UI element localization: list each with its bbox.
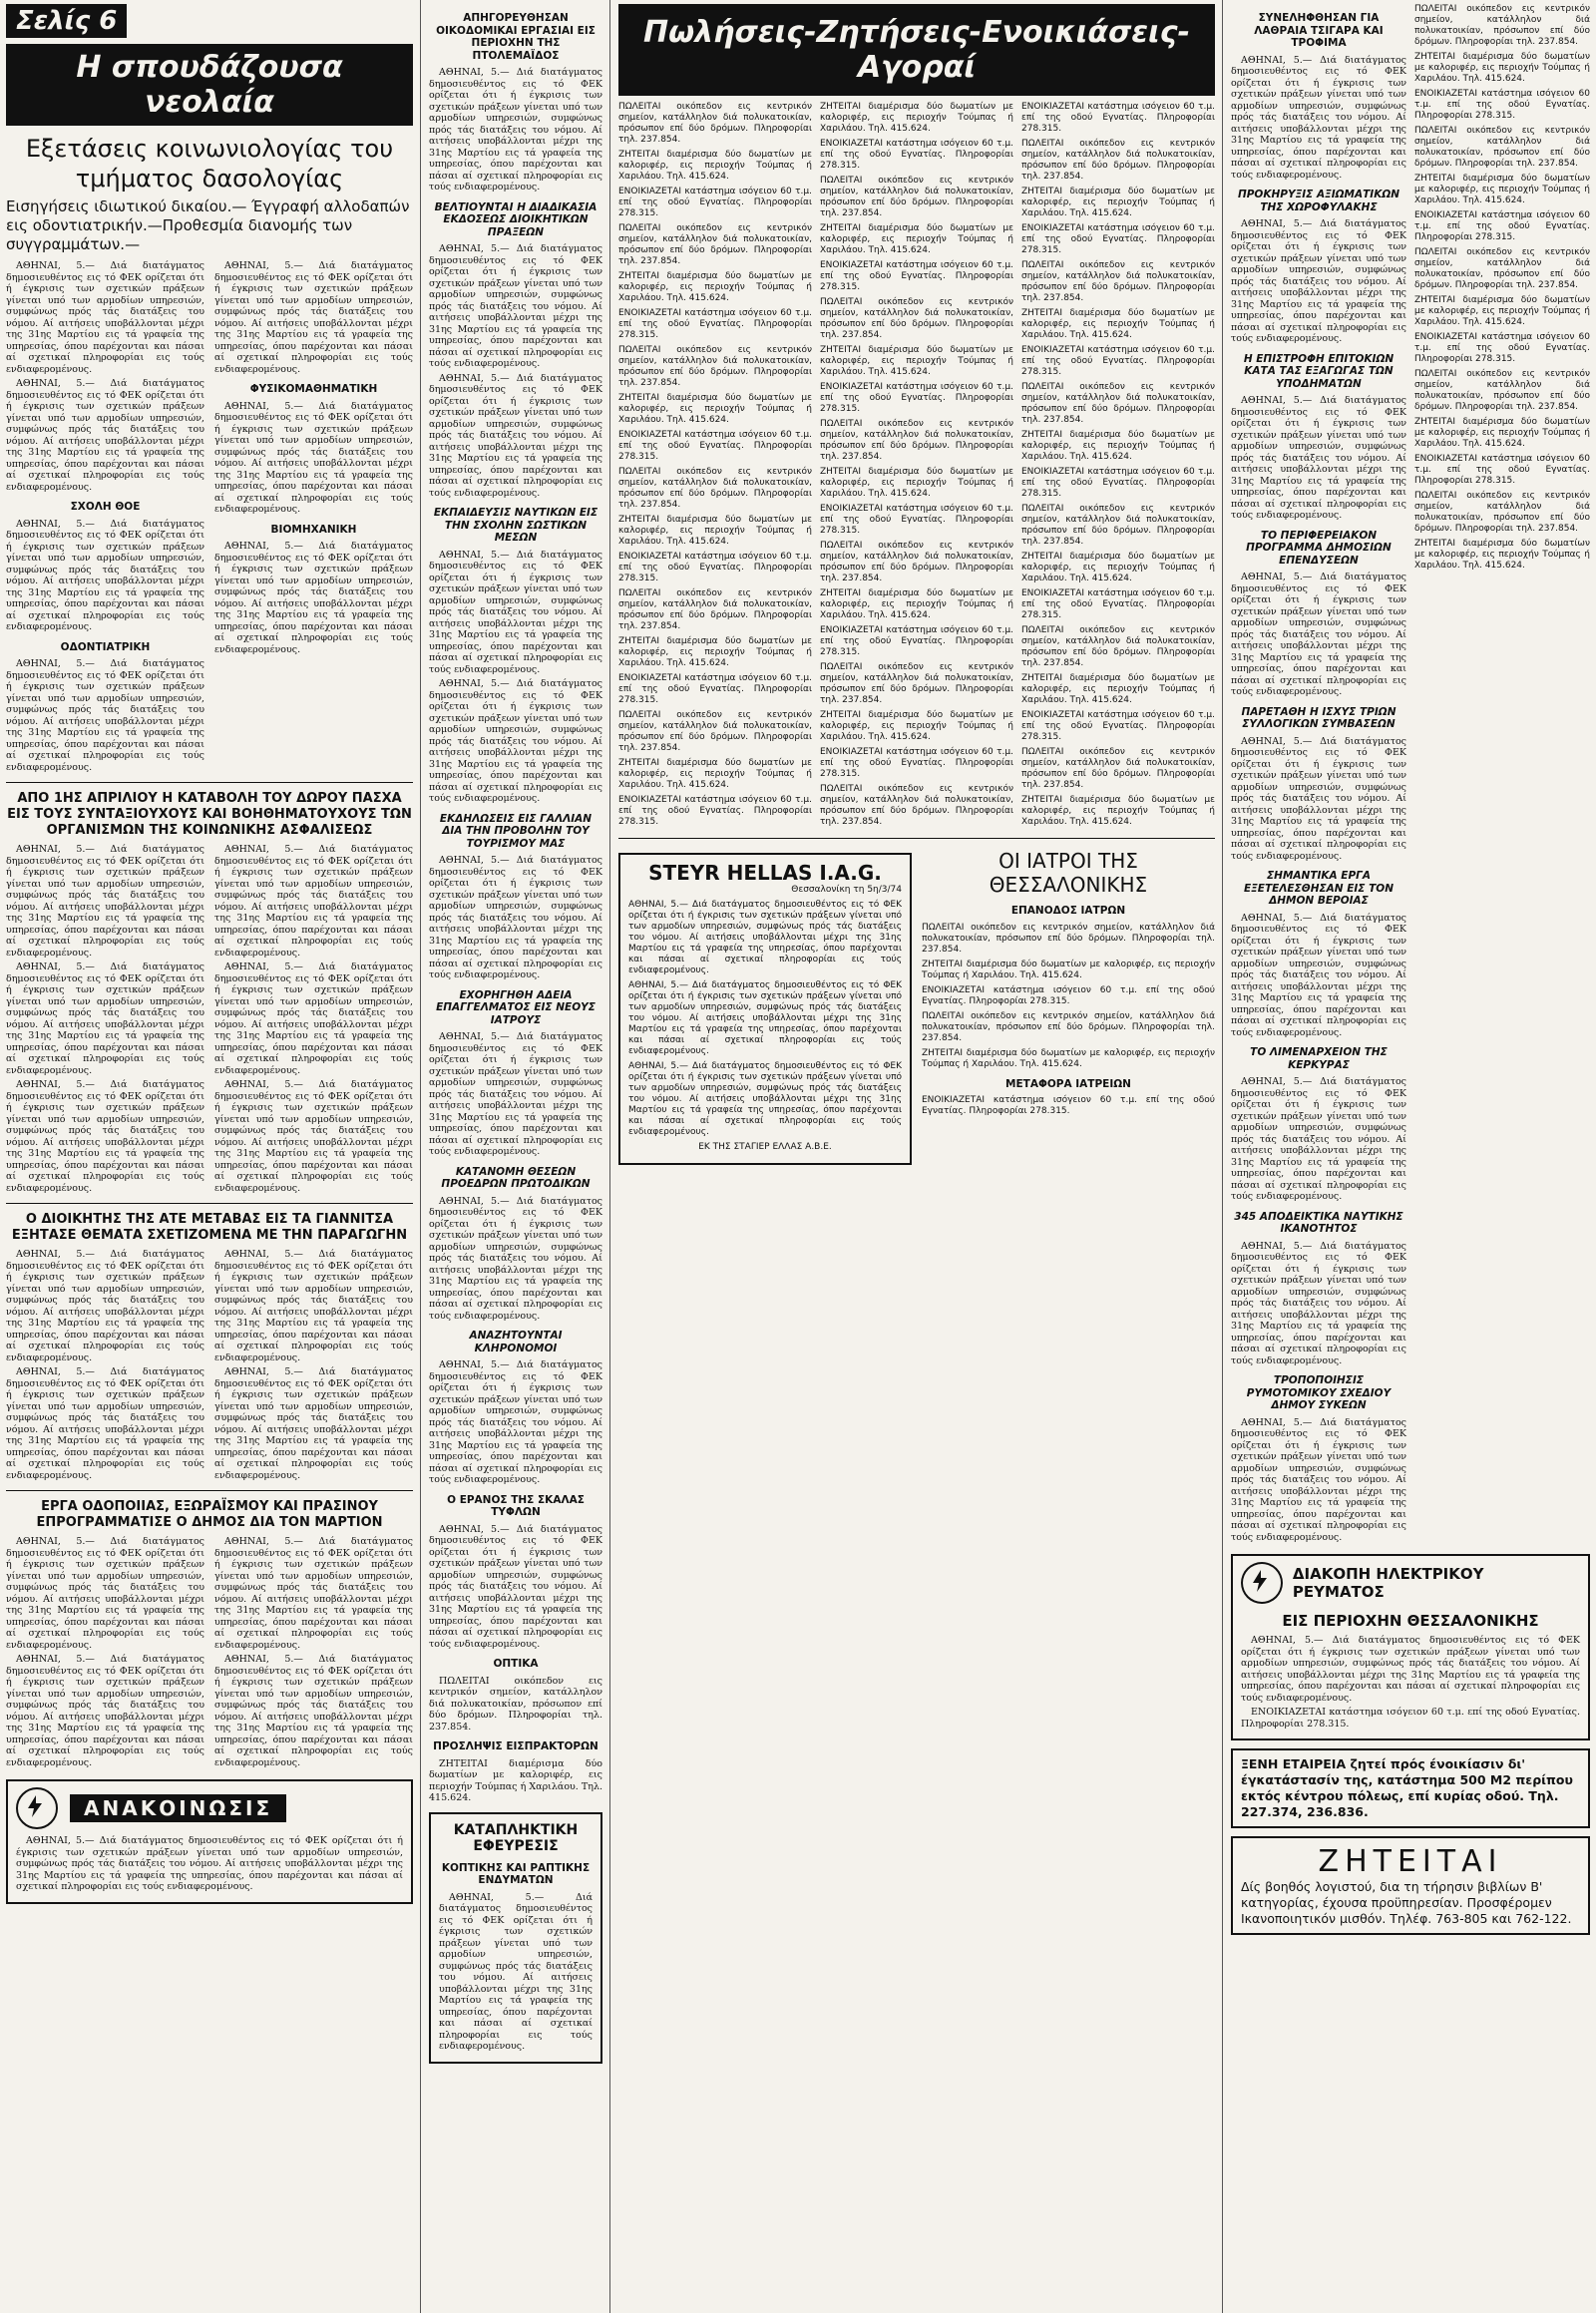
classified-ad: ΖΗΤΕΙΤΑΙ διαμέρισμα δύο δωματίων με καλοριφέρ, εις περιοχήν Τούμπας ή Χαριλάου. Τηλ. 415.624. [820, 345, 1013, 377]
headline: ΒΕΛΤΙΟΥΝΤΑΙ Η ΔΙΑΔΙΚΑΣΙΑ ΕΚΔΟΣΕΩΣ ΔΙΟΙΚΗΤΙΚΩΝ ΠΡΑΞΕΩΝ [434, 200, 598, 238]
doctors-subtitle: ΕΠΑΝΟΔΟΣ ΙΑΤΡΩΝ [1010, 905, 1126, 917]
classified-ad: ΖΗΤΕΙΤΑΙ διαμέρισμα δύο δωματίων με καλοριφέρ, εις περιοχήν Τούμπας ή Χαριλάου. Τηλ. 415.624. [1414, 539, 1590, 571]
right-sub-col-2 [1414, 4, 1590, 1546]
article-text: ΑΘΗΝΑΙ, 5.— Διά διατάγματος δημοσιευθέντος εις τό ΦΕΚ ορίζεται ότι ή έγκρισις των σχετικών πράξεων γίνεται υπό των αρμοδίων υπηρεσιών, συμφώνως πρός τάς διατάξεις του νόμου. Αί αιτήσεις υποβάλλονται μέχρι της 31ης Μαρτίου εις τά γραφεία της υπηρεσίας, όπου παρέχονται και πάσαι αί σχετικαί πληροφορίαι εις τούς ενδιαφερομένους. [16, 1835, 403, 1892]
classified-ad: ΠΩΛΕΙΤΑΙ οικόπεδον εις κεντρικόν σημείον, κατάλληλον διά πολυκατοικίαν, πρόσωπον επί δύο δρόμων. Πληροφορίαι τηλ. 237.854. [618, 467, 812, 510]
headline: ΤΟ ΠΕΡΙΦΕΡΕΙΑΚΟΝ ΠΡΟΓΡΑΜΜΑ ΔΗΜΟΣΙΩΝ ΕΠΕΝΔΥΣΕΩΝ [1246, 529, 1392, 567]
anakoinosis-title: ΑΝΑΚΟΙΝΩΣΙΣ [70, 1794, 286, 1822]
zitite-ad [1231, 1836, 1590, 1935]
classified-ad: ΠΩΛΕΙΤΑΙ οικόπεδον εις κεντρικόν σημείον, κατάλληλον διά πολυκατοικίαν, πρόσωπον επί δύο δρόμων. Πληροφορίαι τηλ. 237.854. [922, 1010, 1215, 1043]
classified-ad: ΠΩΛΕΙΤΑΙ οικόπεδον εις κεντρικόν σημείον, κατάλληλον διά πολυκατοικίαν, πρόσωπον επί δύο δρόμων. Πληροφορίαι τηλ. 237.854. [1021, 260, 1215, 303]
classified-ad: ΕΝΟΙΚΙΑΖΕΤΑΙ κατάστημα ισόγειον 60 τ.μ. επί της οδού Εγνατίας. Πληροφορίαι 278.315. [618, 795, 812, 827]
classified-col-3 [1021, 102, 1215, 832]
article-text: ΑΘΗΝΑΙ, 5.— Διά διατάγματος δημοσιευθέντος εις τό ΦΕΚ ορίζεται ότι ή έγκρισις των σχετικών πράξεων γίνεται υπό των αρμοδίων υπηρεσιών, συμφώνως πρός τάς διατάξεις του νόμου. Αί αιτήσεις υποβάλλονται μέχρι της 31ης Μαρτίου εις τά γραφεία της υπηρεσίας, όπου παρέχονται και πάσαι αί σχετικαί πληροφορίαι εις τούς ενδιαφερομένους. [429, 1031, 602, 1157]
article-text: ΖΗΤΕΙΤΑΙ διαμέρισμα δύο δωματίων με καλοριφέρ, εις περιοχήν Τούμπας ή Χαριλάου. Τηλ. 415.624. [429, 1757, 602, 1803]
classified-ad: ΖΗΤΕΙΤΑΙ διαμέρισμα δύο δωματίων με καλοριφέρ, εις περιοχήν Τούμπας ή Χαριλάου. Τηλ. 415.624. [922, 1047, 1215, 1069]
classified-ad: ΠΩΛΕΙΤΑΙ οικόπεδον εις κεντρικόν σημείον, κατάλληλον διά πολυκατοικίαν, πρόσωπον επί δύο δρόμων. Πληροφορίαι τηλ. 237.854. [618, 223, 812, 266]
classified-ad: ΠΩΛΕΙΤΑΙ οικόπεδον εις κεντρικόν σημείον, κατάλληλον διά πολυκατοικίαν, πρόσωπον επί δύο δρόμων. Πληροφορίαι τηλ. 237.854. [618, 102, 812, 145]
classified-ad: ΖΗΤΕΙΤΑΙ διαμέρισμα δύο δωματίων με καλοριφέρ, εις περιοχήν Τούμπας ή Χαριλάου. Τηλ. 415.624. [820, 588, 1013, 620]
doctors-title: ΟΙ ΙΑΤΡΟΙ ΤΗΣ ΘΕΣΣΑΛΟΝΙΚΗΣ [989, 849, 1148, 897]
classified-ad: ΕΝΟΙΚΙΑΖΕΤΑΙ κατάστημα ισόγειον 60 τ.μ. επί της οδού Εγνατίας. Πληροφορίαι 278.315. [618, 673, 812, 705]
exam-subtitle: Εισηγήσεις ιδιωτικού δικαίου.— Έγγραφή αλλοδαπών εις οδοντιατρικήν.—Προθεσμία διανομής των συγγραμμάτων.— [6, 197, 410, 253]
classified-ad: ΠΩΛΕΙΤΑΙ οικόπεδον εις κεντρικόν σημείον, κατάλληλον διά πολυκατοικίαν, πρόσωπον επί δύο δρόμων. Πληροφορίαι τηλ. 237.854. [820, 662, 1013, 705]
erga-headline: ΕΡΓΑ ΟΔΟΠΟΙΙΑΣ, ΕΞΩΡΑΪΣΜΟΥ ΚΑΙ ΠΡΑΣΙΝΟΥ ΕΠΡΟΓΡΑΜΜΑΤΙΣΕ Ο ΔΗΜΟΣ ΔΙΑ ΤΟΝ ΜΑΡΤΙΟΝ [36, 1499, 383, 1530]
deh-outage-box [1231, 1554, 1590, 1740]
classified-ad: ΠΩΛΕΙΤΑΙ οικόπεδον εις κεντρικόν σημείον, κατάλληλον διά πολυκατοικίαν, πρόσωπον επί δύο δρόμων. Πληροφορίαι τηλ. 237.854. [1021, 747, 1215, 790]
article-text: ΑΘΗΝΑΙ, 5.— Διά διατάγματος δημοσιευθέντος εις τό ΦΕΚ ορίζεται ότι ή έγκρισις των σχετικών πράξεων γίνεται υπό των αρμοδίων υπηρεσιών, συμφώνως πρός τάς διατάξεις του νόμου. Αί αιτήσεις υποβάλλονται μέχρι της 31ης Μαρτίου εις τά γραφεία της υπηρεσίας, όπου παρέχονται και πάσαι αί σχετικαί πληροφορίαι εις τούς ενδιαφερομένους. ΑΘΗΝΑΙ, 5.— Διά διατάγματος δημοσιευθέντος εις τό ΦΕΚ ορίζεται ότι ή έγκρισις των σχετικών πράξεων γίνεται υπό των αρμοδίων υπηρεσιών, συμφώνως πρός τάς διατάξεις του νόμου. Αί αιτήσεις υποβάλλονται μέχρι της 31ης Μαρτίου εις τά γραφεία της υπηρεσίας, όπου παρέχονται και πάσαι αί σχετικαί πληροφορίαι εις τούς ενδιαφερομένους. ΑΘΗΝΑΙ, 5.— Διά διατάγματος δημοσιευθέντος εις τό ΦΕΚ ορίζεται ότι ή έγκρισις των σχετικών πράξεων γίνεται υπό των αρμοδίων υπηρεσιών, συμφώνως πρός τάς διατάξεις του νόμου. Αί αιτήσεις υποβάλλονται μέχρι της 31ης Μαρτίου εις τά γραφεία της υπηρεσίας, όπου παρέχονται και πάσαι αί σχετικαί πληροφορίαι εις τούς ενδιαφερομένους. [214, 844, 413, 1194]
steyr-notice [618, 845, 912, 1173]
headline: ΕΚΔΗΛΩΣΕΙΣ ΕΙΣ ΓΑΛΛΙΑΝ ΔΙΑ ΤΗΝ ΠΡΟΒΟΛΗΝ ΤΟΥ ΤΟΥΡΙΣΜΟΥ ΜΑΣ [439, 812, 593, 850]
classified-ad: ΕΝΟΙΚΙΑΖΕΤΑΙ κατάστημα ισόγειον 60 τ.μ. επί της οδού Εγνατίας. Πληροφορίαι 278.315. [820, 747, 1013, 779]
classified-ad: ΠΩΛΕΙΤΑΙ οικόπεδον εις κεντρικόν σημείον, κατάλληλον διά πολυκατοικίαν, πρόσωπον επί δύο δρόμων. Πληροφορίαι τηλ. 237.854. [820, 784, 1013, 827]
article-text: ΑΘΗΝΑΙ, 5.— Διά διατάγματος δημοσιευθέντος εις τό ΦΕΚ ορίζεται ότι ή έγκρισις των σχετικών πράξεων γίνεται υπό των αρμοδίων υπηρεσιών, συμφώνως πρός τάς διατάξεις του νόμου. Αί αιτήσεις υποβάλλονται μέχρι της 31ης Μαρτίου εις τά γραφεία της υπηρεσίας, όπου παρέχονται και πάσαι αί σχετικαί πληροφορίαι εις τούς ενδιαφερομένους. [429, 855, 602, 980]
classified-ad: ΖΗΤΕΙΤΑΙ διαμέρισμα δύο δωματίων με καλοριφέρ, εις περιοχήν Τούμπας ή Χαριλάου. Τηλ. 415.624. [1414, 52, 1590, 84]
article-text: ΑΘΗΝΑΙ, 5.— Διά διατάγματος δημοσιευθέντος εις τό ΦΕΚ ορίζεται ότι ή έγκρισις των σχετικών πράξεων γίνεται υπό των αρμοδίων υπηρεσιών, συμφώνως πρός τάς διατάξεις του νόμου. Αί αιτήσεις υποβάλλονται μέχρι της 31ης Μαρτίου εις τά γραφεία της υπηρεσίας, όπου παρέχονται και πάσαι αί σχετικαί πληροφορίαι εις τούς ενδιαφερομένους. ΦΥΣΙΚΟΜΑΘΗΜΑΤΙΚΗ ΑΘΗΝΑΙ, 5.— Διά διατάγματος δημοσιευθέντος εις τό ΦΕΚ ορίζεται ότι ή έγκρισις των σχετικών πράξεων γίνεται υπό των αρμοδίων υπηρεσιών, συμφώνως πρός τάς διατάξεις του νόμου. Αί αιτήσεις υποβάλλονται μέχρι της 31ης Μαρτίου εις τά γραφεία της υπηρεσίας, όπου παρέχονται και πάσαι αί σχετικαί πληροφορίαι εις τούς ενδιαφερομένους. ΒΙΟΜΗΧΑΝΙΚΗ ΑΘΗΝΑΙ, 5.— Διά διατάγματος δημοσιευθέντος εις τό ΦΕΚ ορίζεται ότι ή έγκρισις των σχετικών πράξεων γίνεται υπό των αρμοδίων υπηρεσιών, συμφώνως πρός τάς διατάξεις του νόμου. Αί αιτήσεις υποβάλλονται μέχρι της 31ης Μαρτίου εις τά γραφεία της υπηρεσίας, όπου παρέχονται και πάσαι αί σχετικαί πληροφορίαι εις τούς ενδιαφερομένους. [214, 260, 413, 655]
article-text: ΑΘΗΝΑΙ, 5.— Διά διατάγματος δημοσιευθέντος εις τό ΦΕΚ ορίζεται ότι ή έγκρισις των σχετικών πράξεων γίνεται υπό των αρμοδίων υπηρεσιών, συμφώνως πρός τάς διατάξεις του νόμου. Αί αιτήσεις υποβάλλονται μέχρι της 31ης Μαρτίου εις τά γραφεία της υπηρεσίας, όπου παρέχονται και πάσαι αί σχετικαί πληροφορίαι εις τούς ενδιαφερομένους. [1231, 735, 1406, 862]
article-text: ΑΘΗΝΑΙ, 5.— Διά διατάγματος δημοσιευθέντος εις τό ΦΕΚ ορίζεται ότι ή έγκρισις των σχετικών πράξεων γίνεται υπό των αρμοδίων υπηρεσιών, συμφώνως πρός τάς διατάξεις του νόμου. Αί αιτήσεις υποβάλλονται μέχρι της 31ης Μαρτίου εις τά γραφεία της υπηρεσίας, όπου παρέχονται και πάσαι αί σχετικαί πληροφορίαι εις τούς ενδιαφερομένους. [1231, 572, 1406, 697]
article-text: ΑΘΗΝΑΙ, 5.— Διά διατάγματος δημοσιευθέντος εις τό ΦΕΚ ορίζεται ότι ή έγκρισις των σχετικών πράξεων γίνεται υπό των αρμοδίων υπηρεσιών, συμφώνως πρός τάς διατάξεις του νόμου. Αί αιτήσεις υποβάλλονται μέχρι της 31ης Μαρτίου εις τά γραφεία της υπηρεσίας, όπου παρέχονται και πάσαι αί σχετικαί πληροφορίαι εις τούς ενδιαφερομένους. ΑΘΗΝΑΙ, 5.— Διά διατάγματος δημοσιευθέντος εις τό ΦΕΚ ορίζεται ότι ή έγκρισις των σχετικών πράξεων γίνεται υπό των αρμοδίων υπηρεσιών, συμφώνως πρός τάς διατάξεις του νόμου. Αί αιτήσεις υποβάλλονται μέχρι της 31ης Μαρτίου εις τά γραφεία της υπηρεσίας, όπου παρέχονται και πάσαι αί σχετικαί πληροφορίαι εις τούς ενδιαφερομένους. [429, 549, 602, 804]
classified-ad: ΕΝΟΙΚΙΑΖΕΤΑΙ κατάστημα ισόγειον 60 τ.μ. επί της οδού Εγνατίας. Πληροφορίαι 278.315. [618, 308, 812, 340]
classified-ad: ΠΩΛΕΙΤΑΙ οικόπεδον εις κεντρικόν σημείον, κατάλληλον διά πολυκατοικίαν, πρόσωπον επί δύο δρόμων. Πληροφορίαι τηλ. 237.854. [1414, 491, 1590, 534]
classified-col-1 [618, 102, 812, 832]
classified-ad: ΕΝΟΙΚΙΑΖΕΤΑΙ κατάστημα ισόγειον 60 τ.μ. επί της οδού Εγνατίας. Πληροφορίαι 278.315. [820, 139, 1013, 171]
classified-ad: ΖΗΤΕΙΤΑΙ διαμέρισμα δύο δωματίων με καλοριφέρ, εις περιοχήν Τούμπας ή Χαριλάου. Τηλ. 415.624. [820, 467, 1013, 499]
invention-subtitle: ΚΟΠΤΙΚΗΣ ΚΑΙ ΡΑΠΤΙΚΗΣ ΕΝΔΥΜΑΤΩΝ [441, 1861, 591, 1886]
headline: ΠΑΡΕΤΑΘΗ Η ΙΣΧΥΣ ΤΡΙΩΝ ΣΥΛΛΟΓΙΚΩΝ ΣΥΜΒΑΣΕΩΝ [1241, 705, 1396, 730]
headline: ΣΗΜΑΝΤΙΚΑ ΕΡΓΑ ΕΞΕΤΕΛΕΣΘΗΣΑΝ ΕΙΣ ΤΟΝ ΔΗΜΟΝ ΒΕΡΟΙΑΣ [1243, 870, 1395, 907]
article-text: ΑΘΗΝΑΙ, 5.— Διά διατάγματος δημοσιευθέντος εις τό ΦΕΚ ορίζεται ότι ή έγκρισις των σχετικών πράξεων γίνεται υπό των αρμοδίων υπηρεσιών, συμφώνως πρός τάς διατάξεις του νόμου. Αί αιτήσεις υποβάλλονται μέχρι της 31ης Μαρτίου εις τά γραφεία της υπηρεσίας, όπου παρέχονται και πάσαι αί σχετικαί πληροφορίαι εις τούς ενδιαφερομένους. ΑΘΗΝΑΙ, 5.— Διά διατάγματος δημοσιευθέντος εις τό ΦΕΚ ορίζεται ότι ή έγκρισις των σχετικών πράξεων γίνεται υπό των αρμοδίων υπηρεσιών, συμφώνως πρός τάς διατάξεις του νόμου. Αί αιτήσεις υποβάλλονται μέχρι της 31ης Μαρτίου εις τά γραφεία της υπηρεσίας, όπου παρέχονται και πάσαι αί σχετικαί πληροφορίαι εις τούς ενδιαφερομένους. [214, 1536, 413, 1768]
article-columns-2 [6, 844, 413, 1197]
article-text: ΑΘΗΝΑΙ, 5.— Διά διατάγματος δημοσιευθέντος εις τό ΦΕΚ ορίζεται ότι ή έγκρισις των σχετικών πράξεων γίνεται υπό των αρμοδίων υπηρεσιών, συμφώνως πρός τάς διατάξεις του νόμου. Αί αιτήσεις υποβάλλονται μέχρι της 31ης Μαρτίου εις τά γραφεία της υπηρεσίας, όπου παρέχονται και πάσαι αί σχετικαί πληροφορίαι εις τούς ενδιαφερομένους. [439, 1891, 593, 2052]
article-text: ΑΘΗΝΑΙ, 5.— Διά διατάγματος δημοσιευθέντος εις τό ΦΕΚ ορίζεται ότι ή έγκρισις των σχετικών πράξεων γίνεται υπό των αρμοδίων υπηρεσιών, συμφώνως πρός τάς διατάξεις του νόμου. Αί αιτήσεις υποβάλλονται μέχρι της 31ης Μαρτίου εις τά γραφεία της υπηρεσίας, όπου παρέχονται και πάσαι αί σχετικαί πληροφορίαι εις τούς ενδιαφερομένους. [1231, 54, 1406, 181]
article-text: ΑΘΗΝΑΙ, 5.— Διά διατάγματος δημοσιευθέντος εις τό ΦΕΚ ορίζεται ότι ή έγκρισις των σχετικών πράξεων γίνεται υπό των αρμοδίων υπηρεσιών, συμφώνως πρός τάς διατάξεις του νόμου. Αί αιτήσεις υποβάλλονται μέχρι της 31ης Μαρτίου εις τά γραφεία της υπηρεσίας, όπου παρέχονται και πάσαι αί σχετικαί πληροφορίαι εις τούς ενδιαφερομένους. ΑΘΗΝΑΙ, 5.— Διά διατάγματος δημοσιευθέντος εις τό ΦΕΚ ορίζεται ότι ή έγκρισις των σχετικών πράξεων γίνεται υπό των αρμοδίων υπηρεσιών, συμφώνως πρός τάς διατάξεις του νόμου. Αί αιτήσεις υποβάλλονται μέχρι της 31ης Μαρτίου εις τά γραφεία της υπηρεσίας, όπου παρέχονται και πάσαι αί σχετικαί πληροφορίαι εις τούς ενδιαφερομένους. [214, 1249, 413, 1481]
classified-ad: ΖΗΤΕΙΤΑΙ διαμέρισμα δύο δωματίων με καλοριφέρ, εις περιοχήν Τούμπας ή Χαριλάου. Τηλ. 415.624. [618, 515, 812, 547]
classified-ad: ΖΗΤΕΙΤΑΙ διαμέρισμα δύο δωματίων με καλοριφέρ, εις περιοχήν Τούμπας ή Χαριλάου. Τηλ. 415.624. [1414, 174, 1590, 205]
deh-logo-icon [1241, 1562, 1283, 1604]
article-columns-1 [6, 260, 413, 776]
classified-ad: ΠΩΛΕΙΤΑΙ οικόπεδον εις κεντρικόν σημείον, κατάλληλον διά πολυκατοικίαν, πρόσωπον επί δύο δρόμων. Πληροφορίαι τηλ. 237.854. [1021, 504, 1215, 547]
classified-ad: ΠΩΛΕΙΤΑΙ οικόπεδον εις κεντρικόν σημείον, κατάλληλον διά πολυκατοικίαν, πρόσωπον επί δύο δρόμων. Πληροφορίαι τηλ. 237.854. [1414, 4, 1590, 47]
article-text: ΑΘΗΝΑΙ, 5.— Διά διατάγματος δημοσιευθέντος εις τό ΦΕΚ ορίζεται ότι ή έγκρισις των σχετικών πράξεων γίνεται υπό των αρμοδίων υπηρεσιών, συμφώνως πρός τάς διατάξεις του νόμου. Αί αιτήσεις υποβάλλονται μέχρι της 31ης Μαρτίου εις τά γραφεία της υπηρεσίας, όπου παρέχονται και πάσαι αί σχετικαί πληροφορίαι εις τούς ενδιαφερομένους. [429, 1359, 602, 1485]
steyr-box [618, 853, 912, 1165]
classified-ad: ΕΝΟΙΚΙΑΖΕΤΑΙ κατάστημα ισόγειον 60 τ.μ. επί της οδού Εγνατίας. Πληροφορίαι 278.315. [618, 187, 812, 218]
classified-ad: ΖΗΤΕΙΤΑΙ διαμέρισμα δύο δωματίων με καλοριφέρ, εις περιοχήν Τούμπας ή Χαριλάου. Τηλ. 415.624. [820, 102, 1013, 134]
classified-ad: ΠΩΛΕΙΤΑΙ οικόπεδον εις κεντρικόν σημείον, κατάλληλον διά πολυκατοικίαν, πρόσωπον επί δύο δρόμων. Πληροφορίαι τηλ. 237.854. [820, 297, 1013, 340]
classified-ad: ΖΗΤΕΙΤΑΙ διαμέρισμα δύο δωματίων με καλοριφέρ, εις περιοχήν Τούμπας ή Χαριλάου. Τηλ. 415.624. [1021, 430, 1215, 462]
classified-ad: ΖΗΤΕΙΤΑΙ διαμέρισμα δύο δωματίων με καλοριφέρ, εις περιοχήν Τούμπας ή Χαριλάου. Τηλ. 415.624. [820, 710, 1013, 742]
classified-ad: ΠΩΛΕΙΤΑΙ οικόπεδον εις κεντρικόν σημείον, κατάλληλον διά πολυκατοικίαν, πρόσωπον επί δύο δρόμων. Πληροφορίαι τηλ. 237.854. [1414, 247, 1590, 290]
classified-ad: ΖΗΤΕΙΤΑΙ διαμέρισμα δύο δωματίων με καλοριφέρ, εις περιοχήν Τούμπας ή Χαριλάου. Τηλ. 415.624. [1414, 295, 1590, 327]
classified-ad: ΠΩΛΕΙΤΑΙ οικόπεδον εις κεντρικόν σημείον, κατάλληλον διά πολυκατοικίαν, πρόσωπον επί δύο δρόμων. Πληροφορίαι τηλ. 237.854. [922, 922, 1215, 955]
headline: ΑΠΗΓΟΡΕΥΘΗΣΑΝ ΟΙΚΟΔΟΜΙΚΑΙ ΕΡΓΑΣΙΑΙ ΕΙΣ ΠΕΡΙΟΧΗΝ ΤΗΣ ΠΤΟΛΕΜΑΪΔΟΣ [436, 12, 596, 62]
left-column [0, 0, 419, 2313]
deh-title: ΔΙΑΚΟΠΗ ΗΛΕΚΤΡΙΚΟΥ ΡΕΥΜΑΤΟΣ [1292, 1565, 1484, 1601]
classified-ad: ΖΗΤΕΙΤΑΙ διαμέρισμα δύο δωματίων με καλοριφέρ, εις περιοχήν Τούμπας ή Χαριλάου. Τηλ. 415.624. [1021, 187, 1215, 218]
metafora-heading: ΜΕΤΑΦΟΡΑ ΙΑΤΡΕΙΩΝ [1005, 1077, 1131, 1090]
classified-ad: ΕΝΟΙΚΙΑΖΕΤΑΙ κατάστημα ισόγειον 60 τ.μ. επί της οδού Εγνατίας. Πληροφορίαι 278.315. [1414, 89, 1590, 121]
classified-ad: ΖΗΤΕΙΤΑΙ διαμέρισμα δύο δωματίων με καλοριφέρ, εις περιοχήν Τούμπας ή Χαριλάου. Τηλ. 415.624. [1021, 552, 1215, 583]
right-sub-col-1 [1231, 4, 1406, 1546]
headline: Η ΕΠΙΣΤΡΟΦΗ ΕΠΙΤΟΚΙΩΝ ΚΑΤΑ ΤΑΣ ΕΞΑΓΩΓΑΣ ΤΩΝ ΥΠΟΔΗΜΑΤΩΝ [1243, 352, 1395, 390]
classified-ad: ΖΗΤΕΙΤΑΙ διαμέρισμα δύο δωματίων με καλοριφέρ, εις περιοχήν Τούμπας ή Χαριλάου. Τηλ. 415.624. [618, 271, 812, 303]
anakoinosis-box [6, 1779, 413, 1904]
column-rule [420, 0, 421, 2313]
page-label: Σελίς 6 [6, 4, 127, 38]
steyr-place: Θεσσαλονίκη τη 5η/3/74 [791, 885, 902, 895]
classified-col-2 [820, 102, 1013, 832]
ate-headline: Ο ΔΙΟΙΚΗΤΗΣ ΤΗΣ ΑΤΕ ΜΕΤΑΒΑΣ ΕΙΣ ΤΑ ΓΙΑΝΝΙΤΣΑ ΕΞΗΤΑΣΕ ΘΕΜΑΤΑ ΣΧΕΤΙΖΟΜΕΝΑ ΜΕ ΤΗΝ ΠΑΡΑΓΩΓΗΝ [11, 1212, 408, 1243]
classified-ad: ΑΘΗΝΑΙ, 5.— Διά διατάγματος δημοσιευθέντος εις τό ΦΕΚ ορίζεται ότι ή έγκρισις των σχετικών πράξεων γίνεται υπό των αρμοδίων υπηρεσιών, συμφώνως πρός τάς διατάξεις του νόμου. Αί αιτήσεις υποβάλλονται μέχρι της 31ης Μαρτίου εις τά γραφεία της υπηρεσίας, όπου παρέχονται και πάσαι αί σχετικαί πληροφορίαι εις τούς ενδιαφερομένους. [628, 900, 902, 975]
zitite-title: ΖΗΤΕΙΤΑΙ [1318, 1844, 1503, 1879]
classified-ad: ΠΩΛΕΙΤΑΙ οικόπεδον εις κεντρικόν σημείον, κατάλληλον διά πολυκατοικίαν, πρόσωπον επί δύο δρόμων. Πληροφορίαι τηλ. 237.854. [618, 710, 812, 753]
classified-ad: ΠΩΛΕΙΤΑΙ οικόπεδον εις κεντρικόν σημείον, κατάλληλον διά πολυκατοικίαν, πρόσωπον επί δύο δρόμων. Πληροφορίαι τηλ. 237.854. [820, 541, 1013, 583]
article-text: ΑΘΗΝΑΙ, 5.— Διά διατάγματος δημοσιευθέντος εις τό ΦΕΚ ορίζεται ότι ή έγκρισις των σχετικών πράξεων γίνεται υπό των αρμοδίων υπηρεσιών, συμφώνως πρός τάς διατάξεις του νόμου. Αί αιτήσεις υποβάλλονται μέχρι της 31ης Μαρτίου εις τά γραφεία της υπηρεσίας, όπου παρέχονται και πάσαι αί σχετικαί πληροφορίαι εις τούς ενδιαφερομένους. ΑΘΗΝΑΙ, 5.— Διά διατάγματος δημοσιευθέντος εις τό ΦΕΚ ορίζεται ότι ή έγκρισις των σχετικών πράξεων γίνεται υπό των αρμοδίων υπηρεσιών, συμφώνως πρός τάς διατάξεις του νόμου. Αί αιτήσεις υποβάλλονται μέχρι της 31ης Μαρτίου εις τά γραφεία της υπηρεσίας, όπου παρέχονται και πάσαι αί σχετικαί πληροφορίαι εις τούς ενδιαφερομένους. ΣΧΟΛΗ ΘΟΕ ΑΘΗΝΑΙ, 5.— Διά διατάγματος δημοσιευθέντος εις τό ΦΕΚ ορίζεται ότι ή έγκρισις των σχετικών πράξεων γίνεται υπό των αρμοδίων υπηρεσιών, συμφώνως πρός τάς διατάξεις του νόμου. Αί αιτήσεις υποβάλλονται μέχρι της 31ης Μαρτίου εις τά γραφεία της υπηρεσίας, όπου παρέχονται και πάσαι αί σχετικαί πληροφορίαι εις τούς ενδιαφερομένους. ΟΔΟΝΤΙΑΤΡΙΚΗ ΑΘΗΝΑΙ, 5.— Διά διατάγματος δημοσιευθέντος εις τό ΦΕΚ ορίζεται ότι ή έγκρισις των σχετικών πράξεων γίνεται υπό των αρμοδίων υπηρεσιών, συμφώνως πρός τάς διατάξεις του νόμου. Αί αιτήσεις υποβάλλονται μέχρι της 31ης Μαρτίου εις τά γραφεία της υπηρεσίας, όπου παρέχονται και πάσαι αί σχετικαί πληροφορίαι εις τούς ενδιαφερομένους. [6, 260, 204, 773]
classified-ad: ΕΝΟΙΚΙΑΖΕΤΑΙ κατάστημα ισόγειον 60 τ.μ. επί της οδού Εγνατίας. Πληροφορίαι 278.315. [618, 430, 812, 462]
classified-ad: ΠΩΛΕΙΤΑΙ οικόπεδον εις κεντρικόν σημείον, κατάλληλον διά πολυκατοικίαν, πρόσωπον επί δύο δρόμων. Πληροφορίαι τηλ. 237.854. [820, 176, 1013, 218]
classified-ad: ΠΩΛΕΙΤΑΙ οικόπεδον εις κεντρικόν σημείον, κατάλληλον διά πολυκατοικίαν, πρόσωπον επί δύο δρόμων. Πληροφορίαι τηλ. 237.854. [618, 345, 812, 388]
classified-ad: ΕΝΟΙΚΙΑΖΕΤΑΙ κατάστημα ισόγειον 60 τ.μ. επί της οδού Εγνατίας. Πληροφορίαι 278.315. [922, 984, 1215, 1006]
headline: ΑΝΑΖΗΤΟΥΝΤΑΙ ΚΛΗΡΟΝΟΜΟΙ [469, 1330, 563, 1354]
article-text: ΑΘΗΝΑΙ, 5.— Διά διατάγματος δημοσιευθέντος εις τό ΦΕΚ ορίζεται ότι ή έγκρισις των σχετικών πράξεων γίνεται υπό των αρμοδίων υπηρεσιών, συμφώνως πρός τάς διατάξεις του νόμου. Αί αιτήσεις υποβάλλονται μέχρι της 31ης Μαρτίου εις τά γραφεία της υπηρεσίας, όπου παρέχονται και πάσαι αί σχετικαί πληροφορίαι εις τούς ενδιαφερομένους. ΑΘΗΝΑΙ, 5.— Διά διατάγματος δημοσιευθέντος εις τό ΦΕΚ ορίζεται ότι ή έγκρισις των σχετικών πράξεων γίνεται υπό των αρμοδίων υπηρεσιών, συμφώνως πρός τάς διατάξεις του νόμου. Αί αιτήσεις υποβάλλονται μέχρι της 31ης Μαρτίου εις τά γραφεία της υπηρεσίας, όπου παρέχονται και πάσαι αί σχετικαί πληροφορίαι εις τούς ενδιαφερομένους. [6, 1249, 204, 1481]
classified-ad: ΕΝΟΙΚΙΑΖΕΤΑΙ κατάστημα ισόγειον 60 τ.μ. επί της οδού Εγνατίας. Πληροφορίαι 278.315. [1021, 102, 1215, 134]
classifieds-columns [618, 102, 1215, 832]
headline: ΚΑΤΑΝΟΜΗ ΘΕΣΕΩΝ ΠΡΟΕΔΡΩΝ ΠΡΩΤΟΔΙΚΩΝ [441, 1165, 591, 1190]
deh-logo-icon [16, 1787, 58, 1829]
classified-ad: ΠΩΛΕΙΤΑΙ οικόπεδον εις κεντρικόν σημείον, κατάλληλον διά πολυκατοικίαν, πρόσωπον επί δύο δρόμων. Πληροφορίαι τηλ. 237.854. [820, 419, 1013, 462]
zitite-text: Δίς βοηθός λογιστού, δια τη τήρησιν βιβλίων Β' κατηγορίας, έχουσα προϋπηρεσίαν. Προσφέρομεν Ικανοποιητικόν μισθόν. Τηλέφ. 763-805 και 762-122. [1241, 1879, 1572, 1926]
classified-ad: ΕΝΟΙΚΙΑΖΕΤΑΙ κατάστημα ισόγειον 60 τ.μ. επί της οδού Εγνατίας. Πληροφορίαι 278.315. [820, 260, 1013, 292]
classified-ad: ΕΝΟΙΚΙΑΖΕΤΑΙ κατάστημα ισόγειον 60 τ.μ. επί της οδού Εγνατίας. Πληροφορίαι 278.315. [1414, 454, 1590, 486]
classified-ad: ΖΗΤΕΙΤΑΙ διαμέρισμα δύο δωματίων με καλοριφέρ, εις περιοχήν Τούμπας ή Χαριλάου. Τηλ. 415.624. [618, 150, 812, 182]
classified-ad: ΕΝΟΙΚΙΑΖΕΤΑΙ κατάστημα ισόγειον 60 τ.μ. επί της οδού Εγνατίας. Πληροφορίαι 278.315. [820, 504, 1013, 536]
headline: 345 ΑΠΟΔΕΙΚΤΙΚΑ ΝΑΥΤΙΚΗΣ ΙΚΑΝΟΤΗΤΟΣ [1234, 1210, 1403, 1235]
classified-ad: ΠΩΛΕΙΤΑΙ οικόπεδον εις κεντρικόν σημείον, κατάλληλον διά πολυκατοικίαν, πρόσωπον επί δύο δρόμων. Πληροφορίαι τηλ. 237.854. [1021, 382, 1215, 425]
classified-ad: ΠΩΛΕΙΤΑΙ οικόπεδον εις κεντρικόν σημείον, κατάλληλον διά πολυκατοικίαν, πρόσωπον επί δύο δρόμων. Πληροφορίαι τηλ. 237.854. [1021, 139, 1215, 182]
classified-ad: ΕΝΟΙΚΙΑΖΕΤΑΙ κατάστημα ισόγειον 60 τ.μ. επί της οδού Εγνατίας. Πληροφορίαι 278.315. [618, 552, 812, 583]
article-columns-4 [6, 1536, 413, 1771]
classified-ad: ΕΝΟΙΚΙΑΖΕΤΑΙ κατάστημα ισόγειον 60 τ.μ. επί της οδού Εγνατίας. Πληροφορίαι 278.315. [1021, 345, 1215, 377]
article-text: ΑΘΗΝΑΙ, 5.— Διά διατάγματος δημοσιευθέντος εις τό ΦΕΚ ορίζεται ότι ή έγκρισις των σχετικών πράξεων γίνεται υπό των αρμοδίων υπηρεσιών, συμφώνως πρός τάς διατάξεις του νόμου. Αί αιτήσεις υποβάλλονται μέχρι της 31ης Μαρτίου εις τά γραφεία της υπηρεσίας, όπου παρέχονται και πάσαι αί σχετικαί πληροφορίαι εις τούς ενδιαφερομένους. ΑΘΗΝΑΙ, 5.— Διά διατάγματος δημοσιευθέντος εις τό ΦΕΚ ορίζεται ότι ή έγκρισις των σχετικών πράξεων γίνεται υπό των αρμοδίων υπηρεσιών, συμφώνως πρός τάς διατάξεις του νόμου. Αί αιτήσεις υποβάλλονται μέχρι της 31ης Μαρτίου εις τά γραφεία της υπηρεσίας, όπου παρέχονται και πάσαι αί σχετικαί πληροφορίαι εις τούς ενδιαφερομένους. ΑΘΗΝΑΙ, 5.— Διά διατάγματος δημοσιευθέντος εις τό ΦΕΚ ορίζεται ότι ή έγκρισις των σχετικών πράξεων γίνεται υπό των αρμοδίων υπηρεσιών, συμφώνως πρός τάς διατάξεις του νόμου. Αί αιτήσεις υποβάλλονται μέχρι της 31ης Μαρτίου εις τά γραφεία της υπηρεσίας, όπου παρέχονται και πάσαι αί σχετικαί πληροφορίαι εις τούς ενδιαφερομένους. [6, 844, 204, 1194]
headline: ΟΠΤΙΚΑ [493, 1658, 539, 1670]
exam-title: Εξετάσεις κοινωνιολογίας του τμήματος δασολογίας [25, 135, 394, 193]
headline: ΠΡΟΚΗΡΥΞΙΣ ΑΞΙΩΜΑΤΙΚΩΝ ΤΗΣ ΧΩΡΟΦΥΛΑΚΗΣ [1237, 189, 1400, 213]
classified-ad: ΠΩΛΕΙΤΑΙ οικόπεδον εις κεντρικόν σημείον, κατάλληλον διά πολυκατοικίαν, πρόσωπον επί δύο δρόμων. Πληροφορίαι τηλ. 237.854. [1021, 625, 1215, 668]
article-text: ΑΘΗΝΑΙ, 5.— Διά διατάγματος δημοσιευθέντος εις τό ΦΕΚ ορίζεται ότι ή έγκρισις των σχετικών πράξεων γίνεται υπό των αρμοδίων υπηρεσιών, συμφώνως πρός τάς διατάξεις του νόμου. Αί αιτήσεις υποβάλλονται μέχρι της 31ης Μαρτίου εις τά γραφεία της υπηρεσίας, όπου παρέχονται και πάσαι αί σχετικαί πληροφορίαι εις τούς ενδιαφερομένους. [1231, 912, 1406, 1038]
classified-ad: ΕΝΟΙΚΙΑΖΕΤΑΙ κατάστημα ισόγειον 60 τ.μ. επί της οδού Εγνατίας. Πληροφορίαι 278.315. [1414, 210, 1590, 242]
classifieds-section [612, 0, 1221, 2313]
classified-ad: ΠΩΛΕΙΤΑΙ οικόπεδον εις κεντρικόν σημείον, κατάλληλον διά πολυκατοικίαν, πρόσωπον επί δύο δρόμων. Πληροφορίαι τηλ. 237.854. [1414, 369, 1590, 412]
article-text: ΑΘΗΝΑΙ, 5.— Διά διατάγματος δημοσιευθέντος εις τό ΦΕΚ ορίζεται ότι ή έγκρισις των σχετικών πράξεων γίνεται υπό των αρμοδίων υπηρεσιών, συμφώνως πρός τάς διατάξεις του νόμου. Αί αιτήσεις υποβάλλονται μέχρι της 31ης Μαρτίου εις τά γραφεία της υπηρεσίας, όπου παρέχονται και πάσαι αί σχετικαί πληροφορίαι εις τούς ενδιαφερομένους. [429, 1523, 602, 1650]
classified-ad: ΖΗΤΕΙΤΑΙ διαμέρισμα δύο δωματίων με καλοριφέρ, εις περιοχήν Τούμπας ή Χαριλάου. Τηλ. 415.624. [1414, 417, 1590, 449]
subheading: ΟΔΟΝΤΙΑΤΡΙΚΗ [60, 640, 151, 653]
classified-ad: ΕΝΟΙΚΙΑΖΕΤΑΙ κατάστημα ισόγειον 60 τ.μ. επί της οδού Εγνατίας. Πληροφορίαι 278.315. [820, 625, 1013, 657]
headline: ΕΚΠΑΙΔΕΥΣΙΣ ΝΑΥΤΙΚΩΝ ΕΙΣ ΤΗΝ ΣΧΟΛΗΝ ΣΩΣΤΙΚΩΝ ΜΕΣΩΝ [433, 507, 598, 544]
article-text: ΑΘΗΝΑΙ, 5.— Διά διατάγματος δημοσιευθέντος εις τό ΦΕΚ ορίζεται ότι ή έγκρισις των σχετικών πράξεων γίνεται υπό των αρμοδίων υπηρεσιών, συμφώνως πρός τάς διατάξεις του νόμου. Αί αιτήσεις υποβάλλονται μέχρι της 31ης Μαρτίου εις τά γραφεία της υπηρεσίας, όπου παρέχονται και πάσαι αί σχετικαί πληροφορίαι εις τούς ενδιαφερομένους. ΕΝΟΙΚΙΑΖΕΤΑΙ κατάστημα ισόγειον 60 τ.μ. επί της οδού Εγνατίας. Πληροφορίαι 278.315. [1241, 1635, 1580, 1730]
headline: ΣΥΝΕΛΗΦΘΗΣΑΝ ΓΙΑ ΛΑΘΡΑΙΑ ΤΣΙΓΑΡΑ ΚΑΙ ΤΡΟΦΙΜΑ [1254, 12, 1384, 49]
classified-ad: ΑΘΗΝΑΙ, 5.— Διά διατάγματος δημοσιευθέντος εις τό ΦΕΚ ορίζεται ότι ή έγκρισις των σχετικών πράξεων γίνεται υπό των αρμοδίων υπηρεσιών, συμφώνως πρός τάς διατάξεις του νόμου. Αί αιτήσεις υποβάλλονται μέχρι της 31ης Μαρτίου εις τά γραφεία της υπηρεσίας, όπου παρέχονται και πάσαι αί σχετικαί πληροφορίαι εις τούς ενδιαφερομένους. [628, 1061, 902, 1137]
classified-ad: ΖΗΤΕΙΤΑΙ διαμέρισμα δύο δωματίων με καλοριφέρ, εις περιοχήν Τούμπας ή Χαριλάου. Τηλ. 415.624. [1021, 795, 1215, 827]
classifieds-banner: Πωλήσεις-Ζητήσεις-Ενοικιάσεις-Αγοραί [618, 4, 1215, 96]
doctors-notice [922, 845, 1215, 1173]
classified-ad: ΕΝΟΙΚΙΑΖΕΤΑΙ κατάστημα ισόγειον 60 τ.μ. επί της οδού Εγνατίας. Πληροφορίαι 278.315. [1021, 467, 1215, 499]
right-top [1231, 4, 1590, 1546]
xeni-etaireia-ad: ΞΕΝΗ ΕΤΑΙΡΕΙΑ ζητεί πρός ένοικίασιν δι' έγκατάστασίν της, κατάστημα 500 Μ2 περίπου εκτός κέντρου πόλεως, επί κυρίας οδού. Τηλ. 227.374, 236.836. [1231, 1748, 1590, 1828]
article-text: ΑΘΗΝΑΙ, 5.— Διά διατάγματος δημοσιευθέντος εις τό ΦΕΚ ορίζεται ότι ή έγκρισις των σχετικών πράξεων γίνεται υπό των αρμοδίων υπηρεσιών, συμφώνως πρός τάς διατάξεις του νόμου. Αί αιτήσεις υποβάλλονται μέχρι της 31ης Μαρτίου εις τά γραφεία της υπηρεσίας, όπου παρέχονται και πάσαι αί σχετικαί πληροφορίαι εις τούς ενδιαφερομένους. [429, 1195, 602, 1322]
section-banner: Η σπουδάζουσα νεολαία [6, 44, 413, 126]
article-text: ΑΘΗΝΑΙ, 5.— Διά διατάγματος δημοσιευθέντος εις τό ΦΕΚ ορίζεται ότι ή έγκρισις των σχετικών πράξεων γίνεται υπό των αρμοδίων υπηρεσιών, συμφώνως πρός τάς διατάξεις του νόμου. Αί αιτήσεις υποβάλλονται μέχρι της 31ης Μαρτίου εις τά γραφεία της υπηρεσίας, όπου παρέχονται και πάσαι αί σχετικαί πληροφορίαι εις τούς ενδιαφερομένους. [1231, 1240, 1406, 1366]
headline: ΠΡΟΣΛΗΨΙΣ ΕΙΣΠΡΑΚΤΟΡΩΝ [433, 1740, 598, 1752]
classified-ad: ΖΗΤΕΙΤΑΙ διαμέρισμα δύο δωματίων με καλοριφέρ, εις περιοχήν Τούμπας ή Χαριλάου. Τηλ. 415.624. [1021, 673, 1215, 705]
classified-ad: ΖΗΤΕΙΤΑΙ διαμέρισμα δύο δωματίων με καλοριφέρ, εις περιοχήν Τούμπας ή Χαριλάου. Τηλ. 415.624. [618, 393, 812, 425]
steyr-title: STEYR HELLAS I.A.G. [648, 861, 882, 885]
middle-news-column [423, 0, 608, 2313]
headline: Ο ΕΡΑΝΟΣ ΤΗΣ ΣΚΑΛΑΣ ΤΥΦΛΩΝ [447, 1493, 585, 1518]
classified-ad: ΕΝΟΙΚΙΑΖΕΤΑΙ κατάστημα ισόγειον 60 τ.μ. επί της οδού Εγνατίας. Πληροφορίαι 278.315. [1021, 710, 1215, 742]
article-text: ΠΩΛΕΙΤΑΙ οικόπεδον εις κεντρικόν σημείον, κατάλληλον διά πολυκατοικίαν, πρόσωπον επί δύο δρόμων. Πληροφορίαι τηλ. 237.854. [429, 1675, 602, 1733]
article-text: ΑΘΗΝΑΙ, 5.— Διά διατάγματος δημοσιευθέντος εις τό ΦΕΚ ορίζεται ότι ή έγκρισις των σχετικών πράξεων γίνεται υπό των αρμοδίων υπηρεσιών, συμφώνως πρός τάς διατάξεις του νόμου. Αί αιτήσεις υποβάλλονται μέχρι της 31ης Μαρτίου εις τά γραφεία της υπηρεσίας, όπου παρέχονται και πάσαι αί σχετικαί πληροφορίαι εις τούς ενδιαφερομένους. [1231, 1416, 1406, 1543]
dora-headline: ΑΠΟ 1ΗΣ ΑΠΡΙΛΙΟΥ Η ΚΑΤΑΒΟΛΗ ΤΟΥ ΔΩΡΟΥ ΠΑΣΧΑ ΕΙΣ ΤΟΥΣ ΣΥΝΤΑΞΙΟΥΧΟΥΣ ΚΑΙ ΒΟΗΘΗΜΑΤΟΥΧΟΥΣ ΤΩΝ ΟΡΓΑΝΙΣΜΩΝ ΤΗΣ ΚΟΙΝΩΝΙΚΗΣ ΑΣΦΑΛΙΣΕΩΣ [7, 791, 412, 838]
classified-ad: ΕΝΟΙΚΙΑΖΕΤΑΙ κατάστημα ισόγειον 60 τ.μ. επί της οδού Εγνατίας. Πληροφορίαι 278.315. [1414, 332, 1590, 364]
classified-ad: ΑΘΗΝΑΙ, 5.— Διά διατάγματος δημοσιευθέντος εις τό ΦΕΚ ορίζεται ότι ή έγκρισις των σχετικών πράξεων γίνεται υπό των αρμοδίων υπηρεσιών, συμφώνως πρός τάς διατάξεις του νόμου. Αί αιτήσεις υποβάλλονται μέχρι της 31ης Μαρτίου εις τά γραφεία της υπηρεσίας, όπου παρέχονται και πάσαι αί σχετικαί πληροφορίαι εις τούς ενδιαφερομένους. [628, 980, 902, 1056]
classified-ad: ΖΗΤΕΙΤΑΙ διαμέρισμα δύο δωματίων με καλοριφέρ, εις περιοχήν Τούμπας ή Χαριλάου. Τηλ. 415.624. [618, 636, 812, 668]
steyr-sign: ΕΚ ΤΗΣ ΣΤΑΓΙΕΡ ΕΛΛΑΣ Α.Β.Ε. [698, 1142, 832, 1152]
right-news-column [1225, 0, 1596, 2313]
classified-ad: ΖΗΤΕΙΤΑΙ διαμέρισμα δύο δωματίων με καλοριφέρ, εις περιοχήν Τούμπας ή Χαριλάου. Τηλ. 415.624. [1021, 308, 1215, 340]
article-text: ΑΘΗΝΑΙ, 5.— Διά διατάγματος δημοσιευθέντος εις τό ΦΕΚ ορίζεται ότι ή έγκρισις των σχετικών πράξεων γίνεται υπό των αρμοδίων υπηρεσιών, συμφώνως πρός τάς διατάξεις του νόμου. Αί αιτήσεις υποβάλλονται μέχρι της 31ης Μαρτίου εις τά γραφεία της υπηρεσίας, όπου παρέχονται και πάσαι αί σχετικαί πληροφορίαι εις τούς ενδιαφερομένους. ΑΘΗΝΑΙ, 5.— Διά διατάγματος δημοσιευθέντος εις τό ΦΕΚ ορίζεται ότι ή έγκρισις των σχετικών πράξεων γίνεται υπό των αρμοδίων υπηρεσιών, συμφώνως πρός τάς διατάξεις του νόμου. Αί αιτήσεις υποβάλλονται μέχρι της 31ης Μαρτίου εις τά γραφεία της υπηρεσίας, όπου παρέχονται και πάσαι αί σχετικαί πληροφορίαι εις τούς ενδιαφερομένους. [6, 1536, 204, 1768]
classified-ad: ΠΩΛΕΙΤΑΙ οικόπεδον εις κεντρικόν σημείον, κατάλληλον διά πολυκατοικίαν, πρόσωπον επί δύο δρόμων. Πληροφορίαι τηλ. 237.854. [618, 588, 812, 631]
classified-ad: ΕΝΟΙΚΙΑΖΕΤΑΙ κατάστημα ισόγειον 60 τ.μ. επί της οδού Εγνατίας. Πληροφορίαι 278.315. [1021, 588, 1215, 620]
article-text: ΑΘΗΝΑΙ, 5.— Διά διατάγματος δημοσιευθέντος εις τό ΦΕΚ ορίζεται ότι ή έγκρισις των σχετικών πράξεων γίνεται υπό των αρμοδίων υπηρεσιών, συμφώνως πρός τάς διατάξεις του νόμου. Αί αιτήσεις υποβάλλονται μέχρι της 31ης Μαρτίου εις τά γραφεία της υπηρεσίας, όπου παρέχονται και πάσαι αί σχετικαί πληροφορίαι εις τούς ενδιαφερομένους. [1231, 395, 1406, 521]
subheading: ΦΥΣΙΚΟΜΑΘΗΜΑΤΙΚΗ [249, 383, 378, 395]
invention-ad-box [429, 1812, 602, 2064]
headline: ΕΧΟΡΗΓΗΘΗ ΑΔΕΙΑ ΕΠΑΓΓΕΛΜΑΤΟΣ ΕΙΣ ΝΕΟΥΣ ΙΑΤΡΟΥΣ [436, 988, 596, 1026]
deh-subtitle: ΕΙΣ ΠΕΡΙΟΧΗΝ ΘΕΣΣΑΛΟΝΙΚΗΣ [1282, 1612, 1539, 1630]
classified-ad: ΕΝΟΙΚΙΑΖΕΤΑΙ κατάστημα ισόγειον 60 τ.μ. επί της οδού Εγνατίας. Πληροφορίαι 278.315. [820, 382, 1013, 414]
article-text: ΑΘΗΝΑΙ, 5.— Διά διατάγματος δημοσιευθέντος εις τό ΦΕΚ ορίζεται ότι ή έγκρισις των σχετικών πράξεων γίνεται υπό των αρμοδίων υπηρεσιών, συμφώνως πρός τάς διατάξεις του νόμου. Αί αιτήσεις υποβάλλονται μέχρι της 31ης Μαρτίου εις τά γραφεία της υπηρεσίας, όπου παρέχονται και πάσαι αί σχετικαί πληροφορίαι εις τούς ενδιαφερομένους. ΑΘΗΝΑΙ, 5.— Διά διατάγματος δημοσιευθέντος εις τό ΦΕΚ ορίζεται ότι ή έγκρισις των σχετικών πράξεων γίνεται υπό των αρμοδίων υπηρεσιών, συμφώνως πρός τάς διατάξεις του νόμου. Αί αιτήσεις υποβάλλονται μέχρι της 31ης Μαρτίου εις τά γραφεία της υπηρεσίας, όπου παρέχονται και πάσαι αί σχετικαί πληροφορίαι εις τούς ενδιαφερομένους. [429, 243, 602, 499]
classified-ad: ΕΝΟΙΚΙΑΖΕΤΑΙ κατάστημα ισόγειον 60 τ.μ. επί της οδού Εγνατίας. Πληροφορίαι 278.315. [1021, 223, 1215, 255]
classified-ad: ΖΗΤΕΙΤΑΙ διαμέρισμα δύο δωματίων με καλοριφέρ, εις περιοχήν Τούμπας ή Χαριλάου. Τηλ. 415.624. [618, 758, 812, 790]
classified-ad: ΠΩΛΕΙΤΑΙ οικόπεδον εις κεντρικόν σημείον, κατάλληλον διά πολυκατοικίαν, πρόσωπον επί δύο δρόμων. Πληροφορίαι τηλ. 237.854. [1414, 126, 1590, 169]
lower-classifieds [618, 845, 1215, 1173]
classified-ad: ΕΝΟΙΚΙΑΖΕΤΑΙ κατάστημα ισόγειον 60 τ.μ. επί της οδού Εγνατίας. Πληροφορίαι 278.315. [922, 1095, 1215, 1116]
subheading: ΒΙΟΜΗΧΑΝΙΚΗ [270, 523, 357, 536]
invention-title: ΚΑΤΑΠΛΗΚΤΙΚΗ ΕΦΕΥΡΕΣΙΣ [453, 1821, 579, 1854]
article-columns-3 [6, 1249, 413, 1484]
column-rule [609, 0, 610, 2313]
column-rule [1222, 0, 1223, 2313]
headline: ΤΡΟΠΟΠΟΙΗΣΙΣ ΡΥΜΟΤΟΜΙΚΟΥ ΣΧΕΔΙΟΥ ΔΗΜΟΥ ΣΥΚΕΩΝ [1246, 1374, 1392, 1411]
classified-ad: ΖΗΤΕΙΤΑΙ διαμέρισμα δύο δωματίων με καλοριφέρ, εις περιοχήν Τούμπας ή Χαριλάου. Τηλ. 415.624. [820, 223, 1013, 255]
classified-ad: ΖΗΤΕΙΤΑΙ διαμέρισμα δύο δωματίων με καλοριφέρ, εις περιοχήν Τούμπας ή Χαριλάου. Τηλ. 415.624. [922, 959, 1215, 980]
article-text: ΑΘΗΝΑΙ, 5.— Διά διατάγματος δημοσιευθέντος εις τό ΦΕΚ ορίζεται ότι ή έγκρισις των σχετικών πράξεων γίνεται υπό των αρμοδίων υπηρεσιών, συμφώνως πρός τάς διατάξεις του νόμου. Αί αιτήσεις υποβάλλονται μέχρι της 31ης Μαρτίου εις τά γραφεία της υπηρεσίας, όπου παρέχονται και πάσαι αί σχετικαί πληροφορίαι εις τούς ενδιαφερομένους. [1231, 1076, 1406, 1202]
subheading: ΣΧΟΛΗ ΘΟΕ [70, 501, 141, 513]
headline: ΤΟ ΛΙΜΕΝΑΡΧΕΙΟΝ ΤΗΣ ΚΕΡΚΥΡΑΣ [1250, 1046, 1388, 1071]
article-text: ΑΘΗΝΑΙ, 5.— Διά διατάγματος δημοσιευθέντος εις τό ΦΕΚ ορίζεται ότι ή έγκρισις των σχετικών πράξεων γίνεται υπό των αρμοδίων υπηρεσιών, συμφώνως πρός τάς διατάξεις του νόμου. Αί αιτήσεις υποβάλλονται μέχρι της 31ης Μαρτίου εις τά γραφεία της υπηρεσίας, όπου παρέχονται και πάσαι αί σχετικαί πληροφορίαι εις τούς ενδιαφερομένους. [1231, 218, 1406, 344]
article-text: ΑΘΗΝΑΙ, 5.— Διά διατάγματος δημοσιευθέντος εις τό ΦΕΚ ορίζεται ότι ή έγκρισις των σχετικών πράξεων γίνεται υπό των αρμοδίων υπηρεσιών, συμφώνως πρός τάς διατάξεις του νόμου. Αί αιτήσεις υποβάλλονται μέχρι της 31ης Μαρτίου εις τά γραφεία της υπηρεσίας, όπου παρέχονται και πάσαι αί σχετικαί πληροφορίαι εις τούς ενδιαφερομένους. [429, 67, 602, 193]
